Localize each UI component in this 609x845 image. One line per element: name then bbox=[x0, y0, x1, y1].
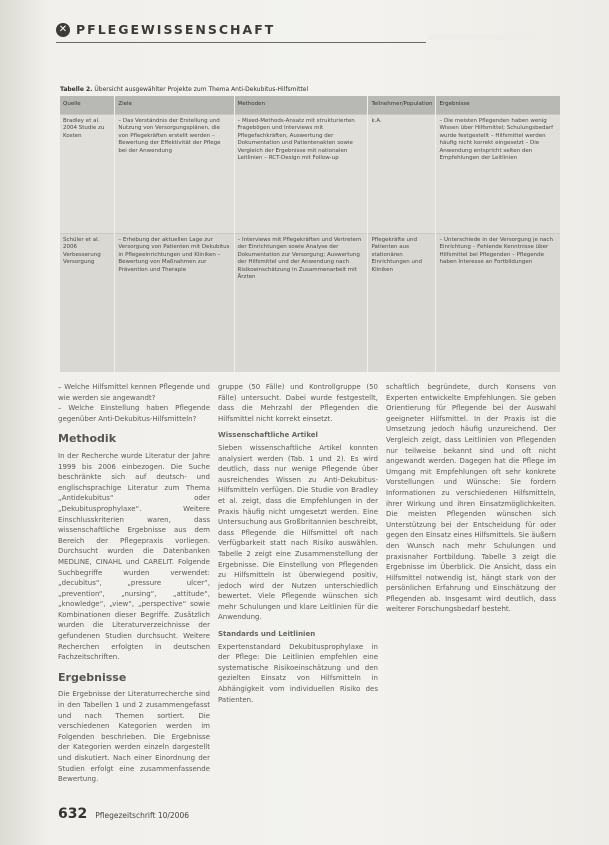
methodik-paragraph: In der Recherche wurde Literatur der Jahre 1999 bis 2006 einbezogen. Die Suche beschränkte sich auf deutsch- und englischsprachige Literatur zum Thema „Antidekubitus“ oder „Dekubitusprophylaxe“. Weitere Einschlusskriterien waren, dass wissenschaftliche Ergebnisse aus dem Bereich der Pflegepraxis vorliegen. Durchsucht wurden die Datenbanken MEDLINE, CINAHL und CARELIT. Folgende Suchbegriffe wurden verwendet: „decubitus“, „pressure ulcer“, „prevention“, „nursing“, „attitude“, „knowledge“, „view“, „perspective“ sowie Kombinationen dieser Begriffe. Zusätzlich wurden die Literaturverzeichnisse der gefundenen Studien durchsucht. Weitere Recherchen erfolgten in deutschen Fachzeitschriften. bbox=[58, 451, 210, 662]
table-cell: Pflegekräfte und Patienten aus stationären Einrichtungen und Kliniken bbox=[368, 234, 436, 373]
paragraph: Sieben wissenschaftliche Artikel konnten analysiert werden (Tab. 1 und 2). Es wird deutlich, dass nur wenige Pflegende über ausreichendes Wissen zu Anti-Dekubitus-Hilfsmitteln verfügen. Die Studie von Bradley et al. zeigt, dass die Empfehlungen in der Praxis häufig nicht umgesetzt werden. Eine Untersuchung aus Großbritannien beschreibt, dass Pflegende die Hilfsmittel oft nach Verfügbarkeit statt nach Risiko auswählen. Tabelle 2 zeigt eine Zusammenstellung der Ergebnisse. Die Einstellung von Pflegenden zu Hilfsmitteln ist überwiegend positiv, jedoch wird der Nutzen unterschiedlich bewertet. Viele Pflegende wünschen sich mehr Schulungen und klare Leitlinien für die Anwendung. bbox=[218, 443, 378, 622]
table-row bbox=[60, 234, 560, 373]
table-cell: – Mixed-Methods-Ansatz mit strukturierten Fragebögen und Interviews mit Pflegefachkräften, Auswertung der Dokumentation und Patientenakten sowie Vergleich der Ergebnisse mit nationalen Leitlinien – RCT-Design mit Follow-up bbox=[234, 115, 368, 234]
table-header-row bbox=[60, 96, 560, 115]
journal-name: Pflegezeitschrift 10/2006 bbox=[95, 811, 189, 820]
table-cell: Schüler et al. 2006 Verbesserung Versorgung bbox=[60, 234, 115, 373]
column-header: Teilnehmer/Population bbox=[368, 96, 436, 115]
text-column-middle bbox=[218, 382, 378, 705]
research-question: – Welche Einstellung haben Pflegende gegenüber Anti-Dekubitus-Hilfsmitteln? bbox=[58, 403, 210, 424]
header-divider bbox=[56, 42, 426, 43]
heading-methodik: Methodik bbox=[58, 432, 117, 446]
column-header: Quelle bbox=[60, 96, 115, 115]
table-label: Tabelle 2. bbox=[60, 86, 93, 93]
table-row bbox=[60, 115, 560, 234]
section-header bbox=[56, 22, 275, 37]
column-header: Ziele bbox=[115, 96, 234, 115]
table-cell: – Unterschiede in der Versorgung je nach Einrichtung – Fehlende Kenntnisse über Hilfsmittel bei Pflegenden – Pflegende haben Interesse an Fortbildungen bbox=[436, 234, 560, 373]
research-question: – Welche Hilfsmittel kennen Pflegende und wie werden sie angewandt? bbox=[58, 382, 210, 403]
subheading: Wissenschaftliche Artikel bbox=[218, 431, 318, 440]
ergebnisse-paragraph: Die Ergebnisse der Literaturrecherche sind in den Tabellen 1 und 2 zusammengefasst und nach Themen sortiert. Die verschiedenen Kategorien werden im Folgenden beschrieben. Die Ergebnisse der Kategorien werden einzeln dargestellt und diskutiert. Nach einer Einordnung der Studien erfolgt eine zusammenfassende Bewertung. bbox=[58, 690, 210, 784]
column-header: Methoden bbox=[234, 96, 368, 115]
subheading: Standards und Leitlinien bbox=[218, 630, 316, 639]
table-cell: – Erhebung der aktuellen Lage zur Versorgung von Patienten mit Dekubitus in Pflegeeinrichtungen und Kliniken – Bewertung von Maßnahmen zur Prävention und Therapie bbox=[115, 234, 234, 373]
text-column-left bbox=[58, 382, 210, 785]
table-cell: – Das Verständnis der Erstellung und Nutzung von Versorgungsplänen, die von Pflegekräften erstellt werden – Bewertung der Effektivität der Pflege bei der Anwendung bbox=[115, 115, 234, 234]
table-caption-text: Übersicht ausgewählter Projekte zum Thema Anti-Dekubitus-Hilfsmittel bbox=[94, 86, 309, 93]
table-cell: k.A. bbox=[368, 115, 436, 234]
table-cell: Bradley et al. 2004 Studie zu Kosten bbox=[60, 115, 115, 234]
table-cell: – Die meisten Pflegenden haben wenig Wissen über Hilfsmittel; Schulungsbedarf wurde festgestellt – Hilfsmittel werden häufig nicht korrekt eingesetzt – Die Anwendung entspricht selten den Empfehlungen der Leitlinien bbox=[436, 115, 560, 234]
table-section bbox=[60, 86, 560, 371]
paragraph: Expertenstandard Dekubitusprophylaxe in der Pflege: Die Leitlinien empfehlen eine systematische Risikoeinschätzung und den gezielten Einsatz von Hilfsmitteln in Abhängigkeit vom individuellen Risiko des Patienten. bbox=[218, 642, 378, 704]
column-header: Ergebnisse bbox=[436, 96, 560, 115]
heading-ergebnisse: Ergebnisse bbox=[58, 670, 127, 684]
data-table bbox=[60, 96, 560, 372]
paragraph: gruppe (50 Fälle) und Kontrollgruppe (50 Fälle) untersucht. Dabei wurde festgestellt, dass die Mehrzahl der Pflegenden die Hilfsmittel nicht korrekt einsetzt. bbox=[218, 383, 378, 423]
page-number: 632 bbox=[58, 806, 88, 822]
text-column-right bbox=[386, 382, 556, 615]
table-cell: – Interviews mit Pflegekräften und Vertretern der Einrichtungen sowie Analyse der Dokumentation zur Versorgung; Auswertung der Hilfsmittel und der Anwendung nach Risikoeinschätzung in Zusammenarbeit mit Ärzten bbox=[234, 234, 368, 373]
page-footer bbox=[58, 806, 189, 822]
header-blank-bar bbox=[428, 34, 538, 40]
section-title: PFLEGEWISSENSCHAFT bbox=[76, 22, 276, 37]
paragraph: schaftlich begründete, durch Konsens von Experten entwickelte Empfehlungen. Sie geben Orientierung für Pflegende bei der Auswahl geeigneter Hilfsmittel. In der Praxis ist die Umsetzung jedoch häufig unzureichend. Der Vergleich zeigt, dass Leitlinien von Pflegenden nur teilweise bekannt sind und oft nicht angewandt werden. Dagegen hat die Pflege im Umgang mit Empfehlungen oft sehr konkrete Vorstellungen und Wünsche: Sie fordern Informationen zu verschiedenen Hilfsmitteln, ihrer Wirkung und ihren Einsatzmöglichkeiten. Die meisten Pflegenden wünschen sich Unterstützung bei der Entscheidung für oder gegen den Einsatz eines Hilfsmittels. Sie äußern den Wunsch nach mehr Schulungen und praxisnaher Fortbildung. Tabelle 3 zeigt die Ergebnisse im Überblick. Die Ansicht, dass ein Hilfsmittel notwendig ist, hängt stark von der persönlichen Erfahrung und Einschätzung der Pflegenden ab. Insgesamt wird deutlich, dass weiterer Forschungsbedarf besteht. bbox=[386, 383, 556, 614]
x-circle-icon: ✕ bbox=[56, 23, 70, 37]
table-caption bbox=[60, 86, 560, 93]
